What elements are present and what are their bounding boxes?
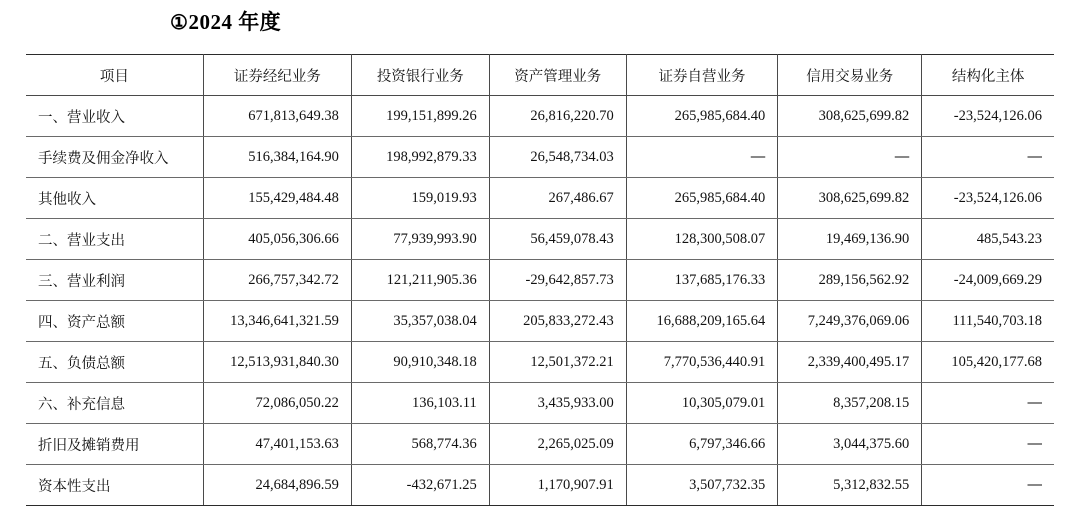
cell-value: 8,357,208.15: [778, 383, 922, 424]
cell-value: 1,170,907.91: [489, 465, 626, 506]
column-header-item: 项目: [26, 55, 203, 96]
column-header-credit-trading: 信用交易业务: [778, 55, 922, 96]
cell-value: 289,156,562.92: [778, 260, 922, 301]
cell-value: —: [922, 383, 1054, 424]
cell-value: 6,797,346.66: [626, 424, 778, 465]
table-body: [26, 96, 1054, 506]
cell-value: 121,211,905.36: [351, 260, 489, 301]
cell-value: 485,543.23: [922, 219, 1054, 260]
table-row: [26, 137, 1054, 178]
cell-value: 77,939,993.90: [351, 219, 489, 260]
cell-value: 267,486.67: [489, 178, 626, 219]
row-label: 其他收入: [26, 178, 203, 219]
row-label: 资本性支出: [26, 465, 203, 506]
cell-value: 47,401,153.63: [203, 424, 351, 465]
cell-value: 10,305,079.01: [626, 383, 778, 424]
cell-value: 159,019.93: [351, 178, 489, 219]
cell-value: 128,300,508.07: [626, 219, 778, 260]
section-marker: ①: [170, 12, 189, 34]
cell-value: 265,985,684.40: [626, 96, 778, 137]
cell-value: -29,642,857.73: [489, 260, 626, 301]
table-header: [26, 55, 1054, 96]
row-label: 六、补充信息: [26, 383, 203, 424]
cell-value: 136,103.11: [351, 383, 489, 424]
cell-value: —: [626, 137, 778, 178]
cell-value: —: [778, 137, 922, 178]
cell-value: 2,265,025.09: [489, 424, 626, 465]
cell-value: 24,684,896.59: [203, 465, 351, 506]
cell-value: 2,339,400,495.17: [778, 342, 922, 383]
cell-value: 568,774.36: [351, 424, 489, 465]
column-header-structured-entity: 结构化主体: [922, 55, 1054, 96]
table-row: [26, 465, 1054, 506]
cell-value: 7,249,376,069.06: [778, 301, 922, 342]
section-title-text: 2024 年度: [188, 10, 282, 34]
cell-value: -23,524,126.06: [922, 178, 1054, 219]
cell-value: —: [922, 137, 1054, 178]
column-header-proprietary-trading: 证券自营业务: [626, 55, 778, 96]
cell-value: —: [922, 424, 1054, 465]
column-header-investment-banking: 投资银行业务: [351, 55, 489, 96]
row-label: 三、营业利润: [26, 260, 203, 301]
row-label: 折旧及摊销费用: [26, 424, 203, 465]
table-row: [26, 342, 1054, 383]
column-header-asset-management: 资产管理业务: [489, 55, 626, 96]
cell-value: 199,151,899.26: [351, 96, 489, 137]
cell-value: 308,625,699.82: [778, 178, 922, 219]
cell-value: 198,992,879.33: [351, 137, 489, 178]
table-row: [26, 178, 1054, 219]
table-row: [26, 301, 1054, 342]
cell-value: 72,086,050.22: [203, 383, 351, 424]
cell-value: 155,429,484.48: [203, 178, 351, 219]
cell-value: 308,625,699.82: [778, 96, 922, 137]
cell-value: 3,044,375.60: [778, 424, 922, 465]
row-label: 四、资产总额: [26, 301, 203, 342]
cell-value: 26,548,734.03: [489, 137, 626, 178]
cell-value: 266,757,342.72: [203, 260, 351, 301]
cell-value: 90,910,348.18: [351, 342, 489, 383]
cell-value: -23,524,126.06: [922, 96, 1054, 137]
cell-value: 12,501,372.21: [489, 342, 626, 383]
segment-report-table: [26, 54, 1054, 506]
table-header-row: [26, 55, 1054, 96]
row-label: 五、负债总额: [26, 342, 203, 383]
cell-value: 35,357,038.04: [351, 301, 489, 342]
cell-value: 671,813,649.38: [203, 96, 351, 137]
cell-value: 205,833,272.43: [489, 301, 626, 342]
cell-value: 111,540,703.18: [922, 301, 1054, 342]
cell-value: 105,420,177.68: [922, 342, 1054, 383]
table-row: [26, 383, 1054, 424]
page-title: [170, 6, 281, 36]
table-row: [26, 219, 1054, 260]
cell-value: 12,513,931,840.30: [203, 342, 351, 383]
row-label: 二、营业支出: [26, 219, 203, 260]
cell-value: 19,469,136.90: [778, 219, 922, 260]
cell-value: 56,459,078.43: [489, 219, 626, 260]
cell-value: -24,009,669.29: [922, 260, 1054, 301]
table-row: [26, 424, 1054, 465]
cell-value: 7,770,536,440.91: [626, 342, 778, 383]
cell-value: 137,685,176.33: [626, 260, 778, 301]
cell-value: 405,056,306.66: [203, 219, 351, 260]
cell-value: 516,384,164.90: [203, 137, 351, 178]
cell-value: 265,985,684.40: [626, 178, 778, 219]
table-row: [26, 96, 1054, 137]
cell-value: 13,346,641,321.59: [203, 301, 351, 342]
cell-value: 16,688,209,165.64: [626, 301, 778, 342]
column-header-brokerage: 证券经纪业务: [203, 55, 351, 96]
row-label: 手续费及佣金净收入: [26, 137, 203, 178]
cell-value: 3,435,933.00: [489, 383, 626, 424]
cell-value: -432,671.25: [351, 465, 489, 506]
cell-value: 26,816,220.70: [489, 96, 626, 137]
cell-value: 3,507,732.35: [626, 465, 778, 506]
table-row: [26, 260, 1054, 301]
cell-value: 5,312,832.55: [778, 465, 922, 506]
cell-value: —: [922, 465, 1054, 506]
row-label: 一、营业收入: [26, 96, 203, 137]
